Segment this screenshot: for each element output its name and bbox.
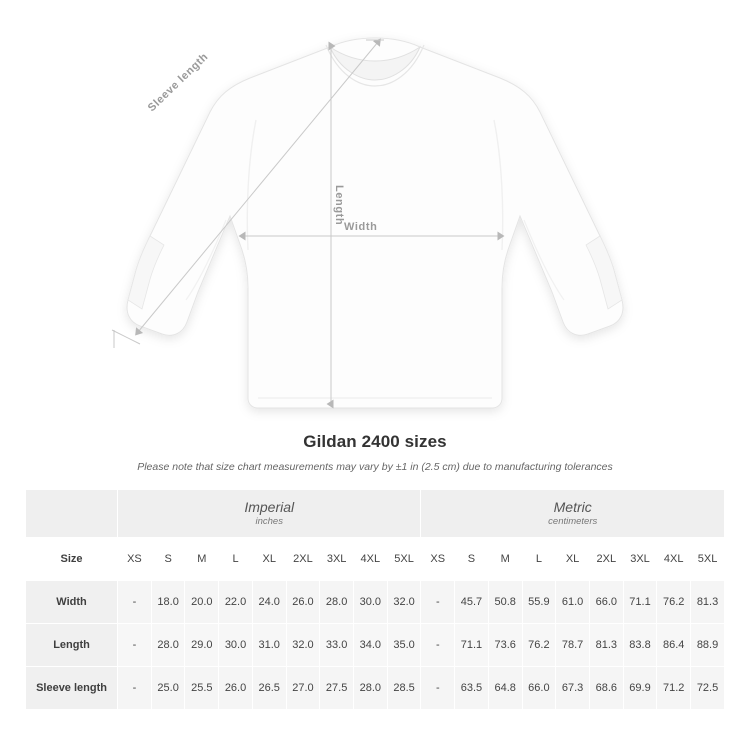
unit-sub-imperial: inches: [255, 516, 283, 528]
size-header-metric-5xl: 5XL: [691, 538, 725, 581]
cell-sleeve-imperial-m: 25.5: [185, 667, 219, 710]
size-header-imperial-5xl: 5XL: [387, 538, 421, 581]
size-header-metric-2xl: 2XL: [589, 538, 623, 581]
size-chart-table: [25, 489, 725, 710]
cell-width-metric-2xl: 66.0: [589, 581, 623, 624]
tolerance-note: Please note that size chart measurements may vary by ±1 in (2.5 cm) due to manufacturing tolerances: [137, 461, 613, 473]
size-header-metric-s: S: [455, 538, 489, 581]
unit-header-metric: [421, 490, 725, 538]
cell-width-imperial-3xl: 28.0: [320, 581, 354, 624]
row-label-sleeve-length: Sleeve length: [26, 667, 118, 710]
cell-width-metric-xs: -: [421, 581, 455, 624]
cell-width-imperial-4xl: 30.0: [353, 581, 387, 624]
cell-sleeve-metric-xs: -: [421, 667, 455, 710]
cell-width-metric-5xl: 81.3: [691, 581, 725, 624]
cell-length-metric-s: 71.1: [455, 624, 489, 667]
cell-length-metric-xs: -: [421, 624, 455, 667]
unit-name-metric: Metric: [553, 498, 592, 515]
cell-sleeve-imperial-2xl: 27.0: [286, 667, 320, 710]
cell-length-imperial-l: 30.0: [219, 624, 253, 667]
size-header-metric-4xl: 4XL: [657, 538, 691, 581]
table-row-sleeve-length: [26, 667, 725, 710]
cell-sleeve-metric-s: 63.5: [455, 667, 489, 710]
cell-length-metric-4xl: 86.4: [657, 624, 691, 667]
cell-sleeve-metric-m: 64.8: [488, 667, 522, 710]
size-header-imperial-2xl: 2XL: [286, 538, 320, 581]
size-header-imperial-xl: XL: [252, 538, 286, 581]
units-row-spacer: [26, 490, 118, 538]
cell-sleeve-metric-5xl: 72.5: [691, 667, 725, 710]
row-label-length: Length: [26, 624, 118, 667]
length-label: Length: [333, 185, 345, 226]
table-row-length: [26, 624, 725, 667]
cell-length-imperial-m: 29.0: [185, 624, 219, 667]
cell-sleeve-imperial-s: 25.0: [151, 667, 185, 710]
size-header-imperial-m: M: [185, 538, 219, 581]
cell-sleeve-imperial-3xl: 27.5: [320, 667, 354, 710]
cell-width-imperial-2xl: 26.0: [286, 581, 320, 624]
size-header-imperial-xs: XS: [118, 538, 152, 581]
table-row-width: [26, 581, 725, 624]
cell-width-metric-s: 45.7: [455, 581, 489, 624]
size-header-metric-xl: XL: [556, 538, 590, 581]
sleeve-length-label: Sleeve length: [145, 50, 211, 115]
cell-length-imperial-2xl: 32.0: [286, 624, 320, 667]
cell-length-metric-xl: 78.7: [556, 624, 590, 667]
page-title: Gildan 2400 sizes: [303, 432, 447, 451]
unit-name-imperial: Imperial: [244, 498, 295, 515]
cell-sleeve-imperial-xs: -: [118, 667, 152, 710]
cell-sleeve-metric-l: 66.0: [522, 667, 556, 710]
cell-sleeve-metric-2xl: 68.6: [589, 667, 623, 710]
size-header-row: [26, 538, 725, 581]
size-header-metric-3xl: 3XL: [623, 538, 657, 581]
size-header-imperial-l: L: [219, 538, 253, 581]
cell-length-metric-l: 76.2: [522, 624, 556, 667]
cell-width-imperial-m: 20.0: [185, 581, 219, 624]
size-column-label: Size: [26, 538, 118, 581]
cell-sleeve-metric-4xl: 71.2: [657, 667, 691, 710]
cell-width-imperial-xs: -: [118, 581, 152, 624]
cell-width-imperial-l: 22.0: [219, 581, 253, 624]
cell-width-metric-m: 50.8: [488, 581, 522, 624]
cell-sleeve-metric-xl: 67.3: [556, 667, 590, 710]
size-header-metric-l: L: [522, 538, 556, 581]
cell-length-metric-m: 73.6: [488, 624, 522, 667]
size-header-imperial-s: S: [151, 538, 185, 581]
cell-length-imperial-xs: -: [118, 624, 152, 667]
cell-width-metric-xl: 61.0: [556, 581, 590, 624]
cell-length-metric-3xl: 83.8: [623, 624, 657, 667]
cell-width-metric-l: 55.9: [522, 581, 556, 624]
cell-length-imperial-s: 28.0: [151, 624, 185, 667]
cell-length-metric-5xl: 88.9: [691, 624, 725, 667]
unit-sub-metric: centimeters: [548, 516, 598, 528]
cell-length-imperial-3xl: 33.0: [320, 624, 354, 667]
cell-sleeve-imperial-xl: 26.5: [252, 667, 286, 710]
cell-width-imperial-s: 18.0: [151, 581, 185, 624]
cell-length-imperial-4xl: 34.0: [353, 624, 387, 667]
cell-sleeve-imperial-5xl: 28.5: [387, 667, 421, 710]
cell-sleeve-imperial-l: 26.0: [219, 667, 253, 710]
unit-header-imperial: [118, 490, 421, 538]
cell-width-metric-3xl: 71.1: [623, 581, 657, 624]
cell-length-imperial-xl: 31.0: [252, 624, 286, 667]
cell-width-imperial-xl: 24.0: [252, 581, 286, 624]
size-header-metric-xs: XS: [421, 538, 455, 581]
size-header-imperial-4xl: 4XL: [353, 538, 387, 581]
width-label: Width: [344, 221, 378, 233]
cell-sleeve-metric-3xl: 69.9: [623, 667, 657, 710]
size-header-imperial-3xl: 3XL: [320, 538, 354, 581]
size-header-metric-m: M: [488, 538, 522, 581]
units-row: [26, 490, 725, 538]
cell-width-imperial-5xl: 32.0: [387, 581, 421, 624]
row-label-width: Width: [26, 581, 118, 624]
title-block: [0, 432, 750, 473]
cell-length-imperial-5xl: 35.0: [387, 624, 421, 667]
cell-length-metric-2xl: 81.3: [589, 624, 623, 667]
cell-sleeve-imperial-4xl: 28.0: [353, 667, 387, 710]
cell-width-metric-4xl: 76.2: [657, 581, 691, 624]
